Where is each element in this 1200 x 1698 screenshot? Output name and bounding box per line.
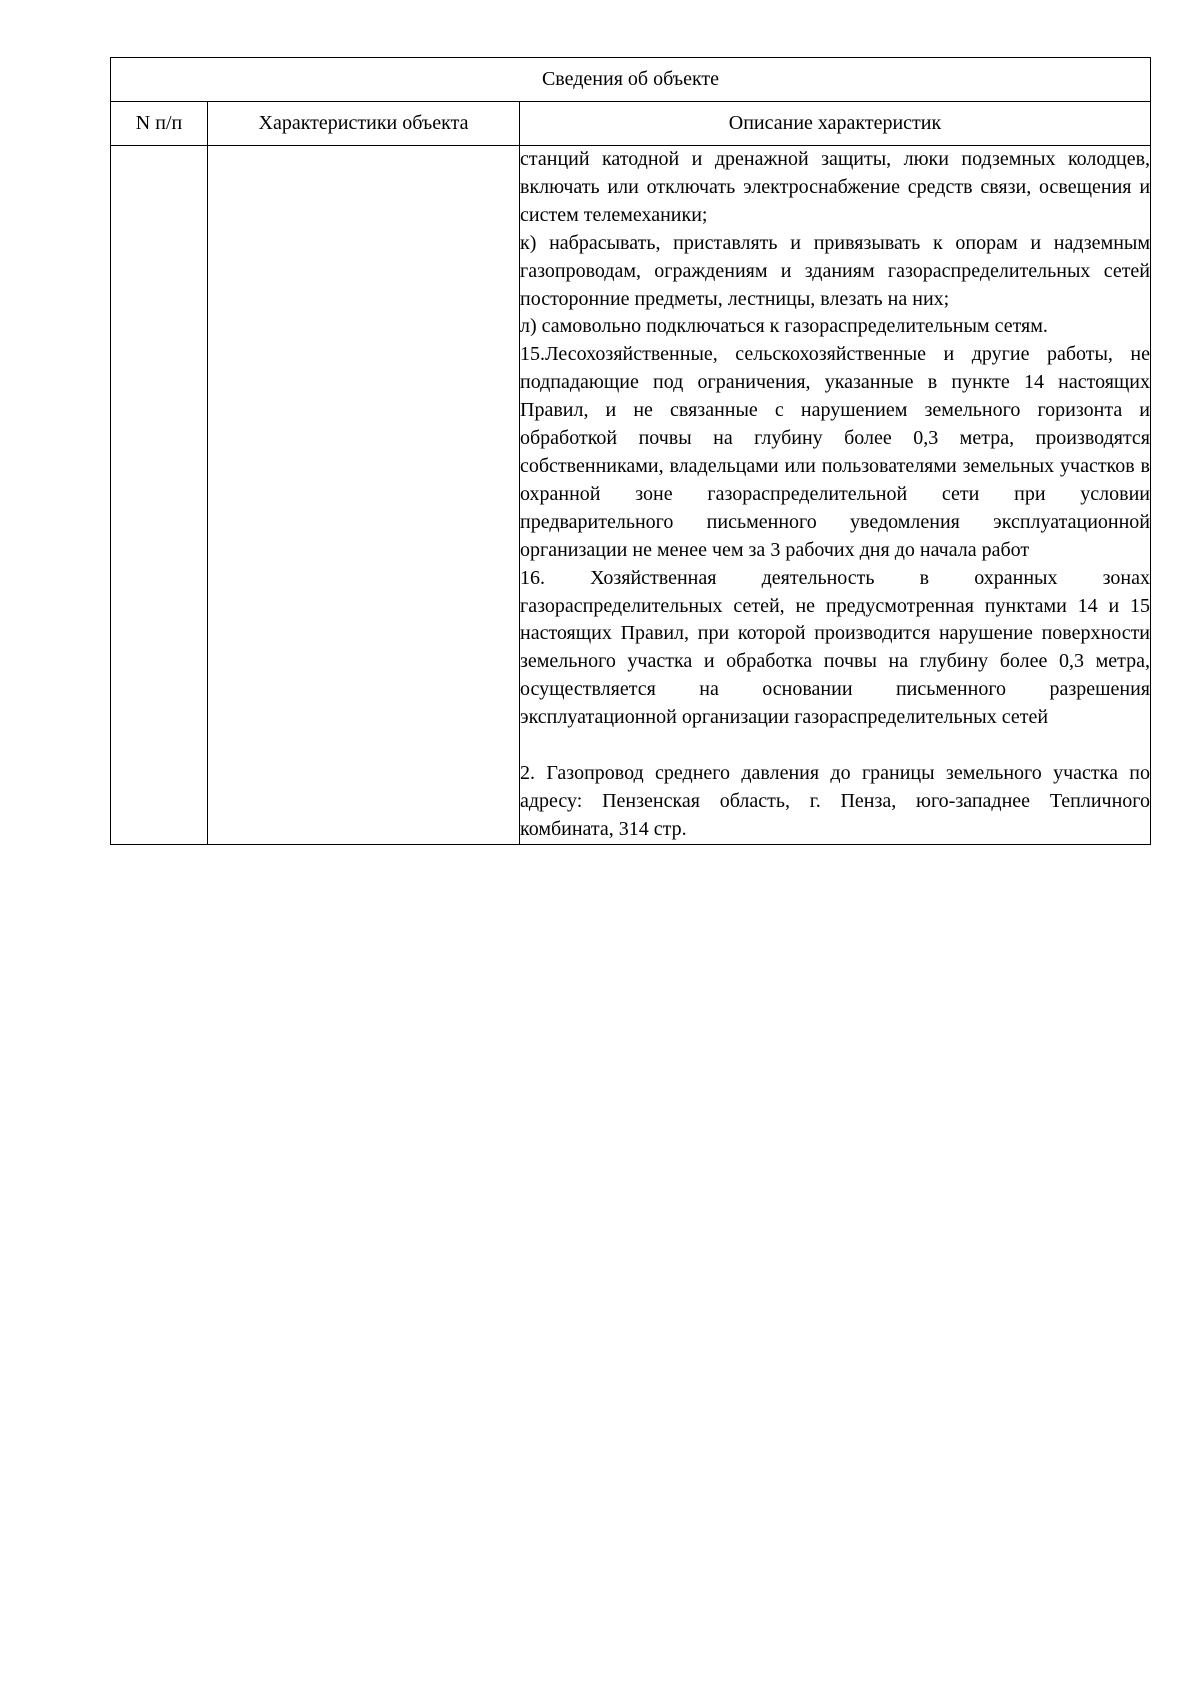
table-caption-row	[111, 58, 1151, 102]
table-header-row	[111, 102, 1151, 146]
object-info-table	[110, 57, 1151, 845]
description-paragraph: 15.Лесохозяйственные, сельскохозяйственные и другие работы, не подпадающие под ограничения, указанные в пункте 14 настоящих Правил, и не связанные с нарушением земельного горизонта и обработкой почвы на глубину более 0,3 метра, производятся собственниками, владельцами или пользователями земельных участков в охранной зоне газораспределительной сети при условии предварительного письменного уведомления эксплуатационной организации не менее чем за 3 рабочих дня до начала работ	[520, 343, 1151, 561]
description-paragraph: к) набрасывать, приставлять и привязывать к опорам и надземным газопроводам, ограждениям и зданиям газораспределительных сетей посторонние предметы, лестницы, влезать на них;	[520, 231, 1151, 310]
row-description-cell	[520, 146, 1151, 845]
description-paragraph: 2. Газопровод среднего давления до границы земельного участка по адресу: Пензенская область, г. Пенза, юго-западнее Тепличного комбината, 314 стр.	[520, 761, 1151, 840]
header-num: N п/п	[111, 102, 208, 146]
row-characteristics-cell	[208, 146, 520, 845]
table-row	[111, 146, 1151, 845]
header-characteristics: Характеристики объекта	[208, 102, 520, 146]
table-caption: Сведения об объекте	[111, 58, 1151, 102]
description-paragraph: станций катодной и дренажной защиты, люки подземных колодцев, включать или отключать электроснабжение средств связи, освещения и систем телемеханики;	[520, 148, 1151, 226]
row-num-cell	[111, 146, 208, 845]
description-paragraph: л) самовольно подключаться к газораспределительным сетям.	[520, 315, 1048, 338]
description-paragraph: 16. Хозяйственная деятельность в охранных зонах газораспределительных сетей, не предусмотренная пунктами 14 и 15 настоящих Правил, при которой производится нарушение поверхности земельного участка и обработка почвы на глубину более 0,3 метра, осуществляется на основании письменного разрешения эксплуатационной организации газораспределительных сетей	[520, 566, 1151, 729]
paragraph-spacer	[520, 732, 1150, 760]
header-description: Описание характеристик	[520, 102, 1151, 146]
